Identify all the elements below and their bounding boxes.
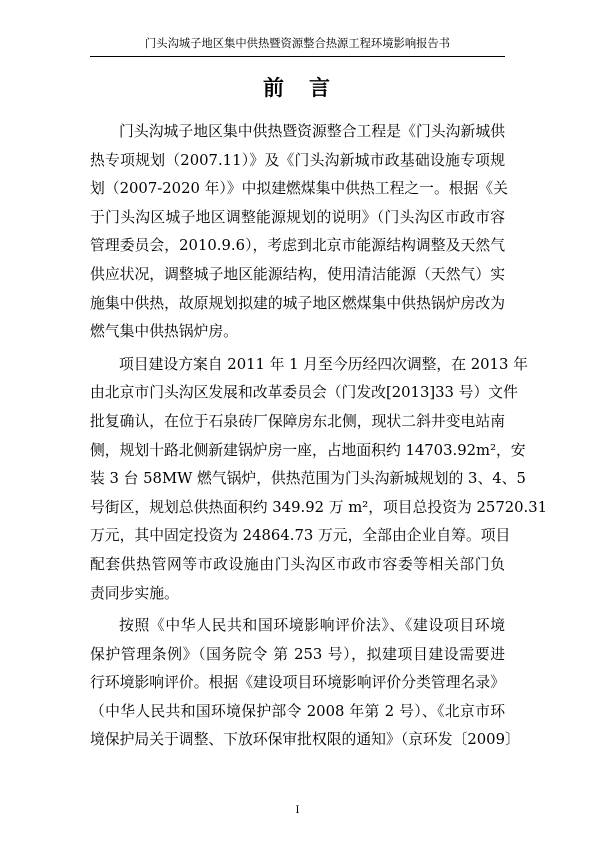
paragraph-line: （中华人民共和国环境保护部令 2008 年第 2 号）、《北京市环 [90, 702, 505, 720]
header-rule [90, 56, 505, 57]
body-text [90, 118, 548, 759]
running-header: 门头沟城子地区集中供热暨资源整合热源工程环境影响报告书 [144, 37, 451, 50]
paragraph-2 [90, 351, 548, 608]
paragraph-line: 热专项规划（2007.11）》及《门头沟新城市政基础设施专项规 [90, 151, 505, 169]
paragraph-line: 境保护局关于调整、下放环保审批权限的通知》（京环发〔2009〕 [90, 731, 520, 749]
paragraph-line: 侧，规划十路北侧新建锅炉房一座，占地面积约 14703.92m²，安 [90, 441, 526, 459]
paragraph-line: 管理委员会，2010.9.6），考虑到北京市能源结构调整及天然气 [90, 237, 505, 255]
paragraph-line: 号街区，规划总供热面积约 349.92 万 m²，项目总投资为 25720.31 [90, 498, 548, 516]
paragraph-line: 供应状况，调整城子地区能源结构，使用清洁能源（天然气）实 [90, 265, 505, 283]
paragraph-line: 燃气集中供热锅炉房。 [90, 323, 238, 341]
paragraph-line: 划（2007-2020 年）》中拟建燃煤集中供热工程之一。根据《关 [90, 180, 508, 198]
paragraph-line: 保护管理条例》（国务院令 第 253 号），拟建项目建设需要进 [90, 645, 505, 663]
paragraph-line: 装 3 台 58MW 燃气锅炉，供热范围为门头沟新城规划的 3、4、5 [90, 470, 526, 488]
paragraph-line: 施集中供热，故原规划拟建的城子地区燃煤集中供热锅炉房改为 [90, 294, 505, 312]
paragraph-1 [90, 118, 508, 347]
paragraph-line: 责同步实施。 [90, 584, 179, 602]
paragraph-line: 批复确认，在位于石泉砖厂保障房东北侧，现状二斜井变电站南 [90, 412, 505, 430]
paragraph-line: 于门头沟区城子地区调整能源规划的说明》（门头沟区市政市容 [90, 208, 505, 226]
paragraph-line: 配套供热管网等市政设施由门头沟区市政市容委等相关部门负 [90, 555, 505, 573]
paragraph-line: 由北京市门头沟区发展和改革委员会（门发改[2013]33 号）文件 [90, 384, 518, 402]
paragraph-line: 按照《中华人民共和国环境影响评价法》、《建设项目环境 [119, 617, 505, 635]
page-number: I [295, 805, 300, 816]
paragraph-line: 门头沟城子地区集中供热暨资源整合工程是《门头沟新城供 [119, 123, 505, 140]
paragraph-line: 万元，其中固定投资为 24864.73 万元，全部由企业自筹。项目 [90, 527, 511, 545]
page-title: 前 言 [263, 76, 332, 100]
paragraph-line: 行环境影响评价。根据《建设项目环境影响评价分类管理名录》 [90, 674, 505, 692]
paragraph-line: 项目建设方案自 2011 年 1 月至今历经四次调整，在 2013 年 [119, 355, 528, 373]
paragraph-3 [90, 612, 520, 755]
